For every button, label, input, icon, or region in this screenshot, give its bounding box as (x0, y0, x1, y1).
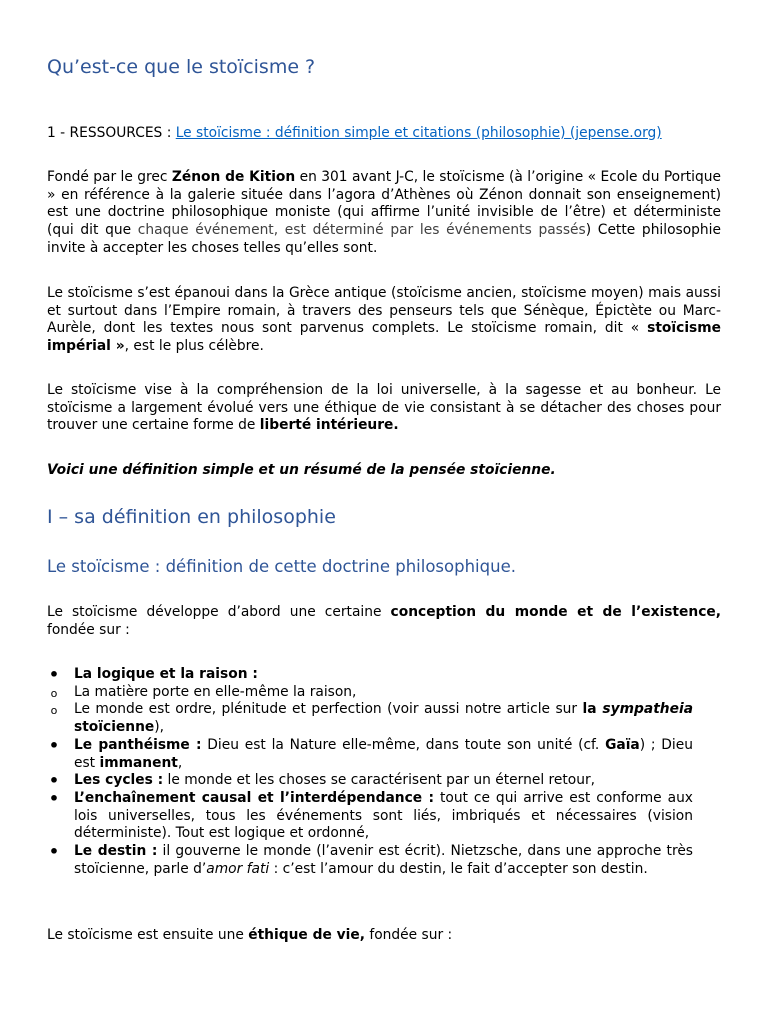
bold-run: Zénon de Kition (171, 169, 296, 185)
bold-run: conception du monde et de l’existence, (390, 604, 721, 620)
text-run: fondée sur : (364, 927, 453, 943)
bold-run: immanent (99, 754, 178, 771)
text-run: Le stoïcisme vise à la compréhension de la loi universelle, à la sagesse et au bonheur. Le stoïcisme a largement évolué vers une éthique de vie consistant à se détacher des choses pour trouver une certaine forme de (47, 382, 721, 434)
bold-run: L’enchaînement causal et l’interdépendance : (74, 789, 435, 806)
text-run: Le stoïcisme développe d’abord une certaine (47, 604, 391, 620)
bold-run: stoïcienne (74, 719, 155, 736)
bold-italic-run: sympatheia (602, 701, 694, 718)
conception-paragraph (47, 604, 721, 639)
list-item (47, 772, 693, 790)
bullet-marker: • (48, 771, 60, 791)
bold-run: Le panthéisme : (74, 736, 202, 753)
conception-list (47, 666, 693, 878)
text-run: , (177, 754, 183, 771)
list-item (47, 666, 693, 684)
section-heading: I – sa définition en philosophie (47, 506, 336, 528)
bold-run: la (582, 701, 603, 718)
italic-run: amor fati (206, 860, 270, 877)
list-item (47, 843, 693, 878)
summary-intro (47, 462, 721, 480)
list-item (47, 737, 693, 772)
text-run: il gouverne le monde (l’avenir est écrit). Nietzsche, dans une approche très stoïcienne, parle d’ (74, 843, 693, 877)
text-run: Le stoïcisme est ensuite une (47, 927, 249, 943)
text-run: Fondé par le grec (47, 169, 172, 185)
bullet-marker: • (48, 842, 60, 862)
text-run: ), (154, 719, 165, 736)
aim-paragraph (47, 382, 721, 435)
subsection-heading: Le stoïcisme : définition de cette doctrine philosophique. (47, 557, 516, 576)
text-run: ) Cette philosophie invite à accepter les choses telles qu’elles sont. (47, 222, 721, 256)
bold-run: La logique et la raison : (74, 666, 258, 682)
circle-marker: o (50, 704, 58, 718)
text-run: Dieu est la Nature elle-même, dans toute son unité (cf. (201, 736, 606, 753)
text-run: La matière porte en elle-même la raison, (74, 683, 357, 700)
list-item (47, 790, 693, 843)
text-run: en 301 avant J-C, le stoïcisme (à l’origine « Ecole du Portique » en référence à la galerie située dans l’agora d’Athènes où Zénon donnait son enseignement) est une doctrine philosophique moniste (qui affirme l’unité invisible de l’être) et déterministe (qui dit que (47, 169, 722, 239)
bullet-marker: • (48, 665, 60, 684)
bullet-marker: • (48, 788, 60, 808)
ethics-paragraph (47, 927, 721, 945)
bold-italic-run: Voici une définition simple et un résumé de la pensée stoïcienne. (47, 462, 556, 478)
intro-paragraph (47, 169, 721, 258)
resources-label: 1 - RESSOURCES : (47, 125, 176, 141)
page-title: Qu’est-ce que le stoïcisme ? (47, 56, 316, 78)
text-run: fondée sur : (47, 621, 130, 638)
text-run: , est le plus célèbre. (124, 338, 264, 355)
bullet-marker: • (48, 735, 60, 755)
text-run: tout ce qui arrive est conforme aux lois universelles, tous les événements sont liés, imbriqués et nécessaires (vision déterministe). Tout est logique et ordonné, (74, 789, 693, 842)
grey-run: chaque événement, est déterminé par les événements passés (137, 222, 586, 239)
bold-run: Les cycles : (74, 772, 164, 789)
resources-line (47, 125, 721, 143)
circle-marker: o (50, 686, 58, 700)
text-run: le monde et les choses se caractérisent par un éternel retour, (163, 772, 596, 789)
list-item (47, 684, 693, 702)
bold-run: liberté intérieure. (259, 417, 399, 434)
text-run: : c’est l’amour du destin, le fait d’accepter son destin. (269, 860, 648, 877)
resources-link[interactable]: Le stoïcisme : définition simple et citations (philosophie) (jepense.org) (175, 125, 662, 141)
bold-run: Gaïa (605, 736, 640, 753)
text-run: ) ; Dieu est (74, 736, 693, 771)
text-run: Le monde est ordre, plénitude et perfection (voir aussi notre article sur (74, 701, 583, 718)
history-paragraph (47, 285, 721, 356)
bold-run: Le destin : (74, 843, 158, 860)
list-item (47, 701, 693, 736)
bold-run: stoïcisme impérial » (47, 320, 721, 355)
bold-run: éthique de vie, (248, 927, 365, 943)
text-run: Le stoïcisme s’est épanoui dans la Grèce antique (stoïcisme ancien, stoïcisme moyen) mais aussi et surtout dans l’Empire romain, à travers des penseurs tels que Sénèque, Épictète ou Marc-Aurèle, dont les textes nous sont parvenus complets. Le stoïcisme romain, dit « (47, 285, 721, 337)
